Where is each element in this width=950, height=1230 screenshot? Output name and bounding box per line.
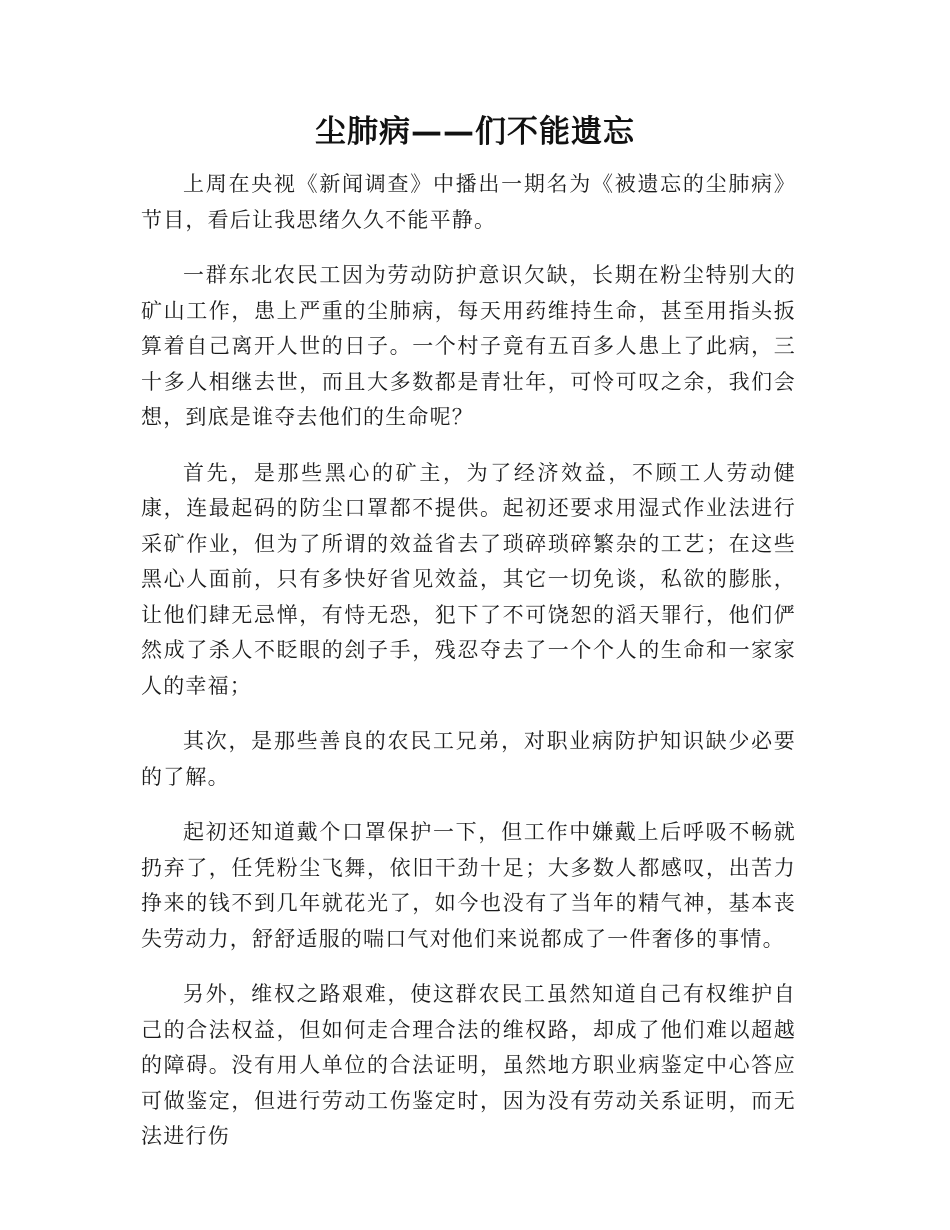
- paragraph-5: 起初还知道戴个口罩保护一下，但工作中嫌戴上后呼吸不畅就扔弃了，任凭粉尘飞舞，依旧干劲十足；大多数人都感叹，出苦力挣来的钱不到几年就花光了，如今也没有了当年的精气神，基本丧失劳动力，舒舒适服的喘口气对他们来说都成了一件奢侈的事情。: [141, 820, 796, 951]
- paragraph-6: 另外，维权之路艰难，使这群农民工虽然知道自己有权维护自己的合法权益，但如何走合理合法的维权路，却成了他们难以超越的障碍。没有用人单位的合法证明，虽然地方职业病鉴定中心答应可做鉴定，但进行劳动工伤鉴定时，因为没有劳动关系证明，而无法进行伤: [141, 982, 796, 1148]
- document-body: [141, 167, 796, 1175]
- paragraph-2: 一群东北农民工因为劳动防护意识欠缺，长期在粉尘特别大的矿山工作，患上严重的尘肺病，每天用药维持生命，甚至用指头扳算着自己离开人世的日子。一个村子竟有五百多人患上了此病，三十多人相继去世，而且大多数都是青壮年，可怜可叹之余，我们会想，到底是谁夺去他们的生命呢？: [141, 263, 796, 429]
- document-title: 尘肺病——们不能遗忘: [315, 114, 635, 150]
- paragraph-1: 上周在央视《新闻调查》中播出一期名为《被遗忘的尘肺病》节目，看后让我思绪久久不能平静。: [141, 172, 796, 232]
- paragraph-4: 其次，是那些善良的农民工兄弟，对职业病防护知识缺少必要的了解。: [141, 729, 796, 789]
- paragraph-3: 首先，是那些黑心的矿主，为了经济效益，不顾工人劳动健康，连最起码的防尘口罩都不提供。起初还要求用湿式作业法进行采矿作业，但为了所谓的效益省去了琐碎琐碎繁杂的工艺；在这些黑心人面前，只有多快好省见效益，其它一切免谈，私欲的膨胀，让他们肆无忌惮，有恃无恐，犯下了不可饶恕的滔天罪行，他们俨然成了杀人不眨眼的刽子手，残忍夺去了一个个人的生命和一家家人的幸福；: [141, 460, 796, 698]
